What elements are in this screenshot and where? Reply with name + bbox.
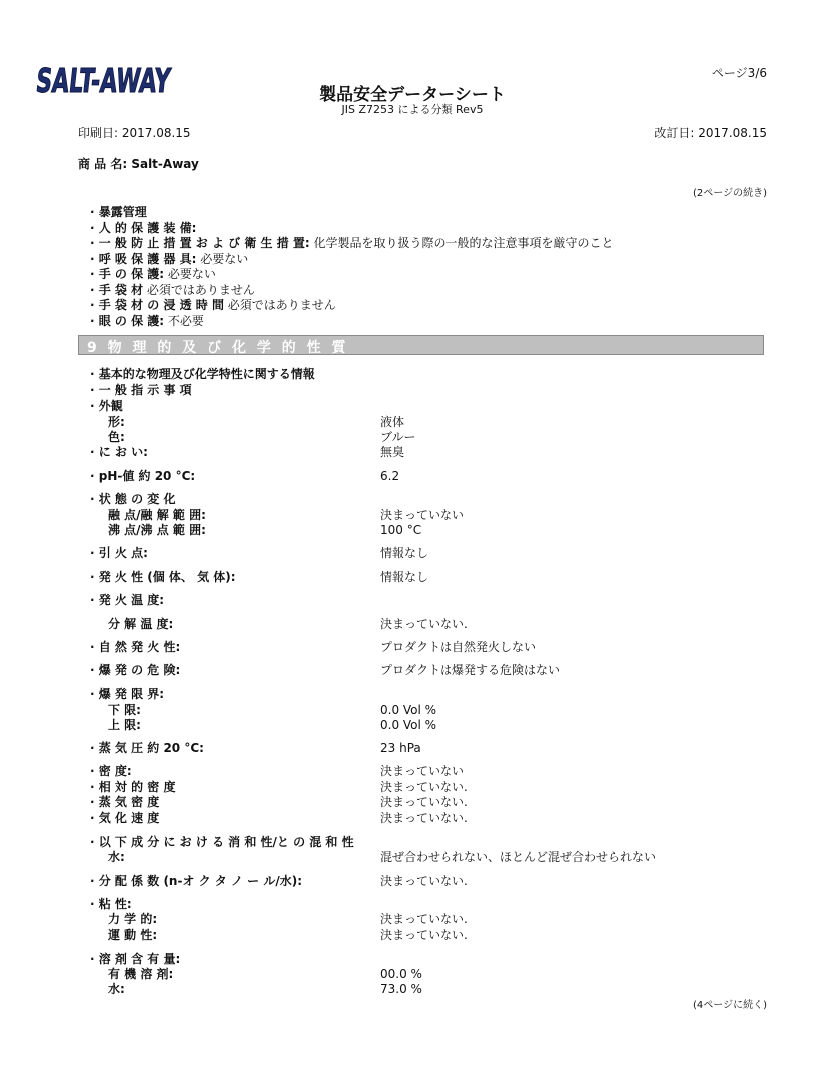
property-value: 73.0 % xyxy=(380,982,422,996)
property-label: 下 限: xyxy=(108,703,141,717)
exposure-row-value: 必要ない xyxy=(196,252,249,266)
property-label: 形: xyxy=(108,415,125,429)
product-name: 商 品 名: Salt-Away xyxy=(78,157,199,171)
property-value: 決まっていない. xyxy=(380,912,468,926)
property-value: 混ぜ合わせられない、ほとんど混ぜ合わせられない xyxy=(380,850,657,864)
property-value: 決まっていない. xyxy=(380,928,468,942)
logo-text: SALT-AWAY xyxy=(34,61,240,100)
property-label: 有 機 溶 剤: xyxy=(108,967,174,981)
property-label: · 溶 剤 含 有 量: xyxy=(90,952,181,966)
exposure-row xyxy=(90,314,204,329)
exposure-row-label: · 手 の 保 護: xyxy=(90,267,165,281)
exposure-row xyxy=(90,298,336,313)
page-number: ページ3/6 xyxy=(711,66,767,80)
property-label: 力 学 的: xyxy=(108,912,158,926)
exposure-row xyxy=(90,252,248,267)
property-label: · 基本的な物理及び化学特性に関する情報 xyxy=(90,367,315,381)
continued-to-note: (4ページに続く) xyxy=(693,1000,767,1011)
property-value: 情報なし xyxy=(380,546,429,560)
document-title: 製品安全データーシート xyxy=(319,85,506,105)
print-date: 印刷日: 2017.08.15 xyxy=(78,126,191,140)
property-value: 決まっていない. xyxy=(380,874,468,888)
exposure-row-label: · 手 袋 材 xyxy=(90,283,144,297)
property-label: · 密 度: xyxy=(90,764,132,778)
exposure-row-value: 化学製品を取り扱う際の一般的な注意事項を厳守のこと xyxy=(309,236,614,250)
property-value: プロダクトは爆発する危険はない xyxy=(380,663,561,677)
exposure-row-label: · 眼 の 保 護: xyxy=(90,314,165,328)
property-label: · 気 化 速 度 xyxy=(90,811,160,825)
document-subtitle: JIS Z7253 による分類 Rev5 xyxy=(341,103,484,116)
property-label: 融 点/融 解 範 囲: xyxy=(108,508,206,522)
property-label: 運 動 性: xyxy=(108,928,158,942)
property-label: 水: xyxy=(108,850,125,864)
property-value: 決まっていない. xyxy=(380,617,468,631)
property-label: · 自 然 発 火 性: xyxy=(90,640,181,654)
property-label: · 外観 xyxy=(90,399,123,413)
exposure-row-label: · 手 袋 材 の 浸 透 時 間 xyxy=(90,298,224,312)
property-label: · 引 火 点: xyxy=(90,546,148,560)
property-value: 決まっていない. xyxy=(380,780,468,794)
property-value: 6.2 xyxy=(380,469,400,483)
property-label: 沸 点/沸 点 範 囲: xyxy=(108,523,206,537)
property-value: 0.0 Vol % xyxy=(380,703,437,717)
exposure-row-label: · 暴露管理 xyxy=(90,205,147,219)
exposure-row-value: 不必要 xyxy=(164,314,204,328)
property-value: 00.0 % xyxy=(380,967,422,981)
property-value: 23 hPa xyxy=(380,741,421,755)
property-value: 無臭 xyxy=(380,445,405,459)
property-value: 決まっていない xyxy=(380,764,465,778)
property-label: 水: xyxy=(108,982,125,996)
exposure-row xyxy=(90,267,216,282)
property-label: · pH-値 約 20 °C: xyxy=(90,469,196,483)
exposure-row xyxy=(90,236,614,251)
exposure-row-label: · 一 般 防 止 措 置 お よ び 衛 生 措 置: xyxy=(90,236,310,250)
property-label: · 一 般 指 示 事 項 xyxy=(90,383,192,397)
exposure-row-value: 必須ではありません xyxy=(223,298,336,312)
property-label: · 分 配 係 数 (n-オ ク タ ノ ー ル/水): xyxy=(90,874,303,888)
exposure-row-label: · 人 的 保 護 装 備: xyxy=(90,221,197,235)
property-label: 上 限: xyxy=(108,718,141,732)
exposure-row-value: 必要ない xyxy=(164,267,216,281)
property-value: 決まっていない. xyxy=(380,811,468,825)
property-value: 決まっていない xyxy=(380,508,465,522)
property-label: · 爆 発 限 界: xyxy=(90,687,165,701)
continued-from-note: (2ページの続き) xyxy=(693,188,767,199)
property-value: 100 °C xyxy=(380,523,422,537)
exposure-row xyxy=(90,283,255,298)
property-value: 液体 xyxy=(380,415,405,429)
property-label: · 粘 性: xyxy=(90,897,132,911)
property-label: · 蒸 気 密 度 xyxy=(90,795,160,809)
property-label: · 蒸 気 圧 約 20 °C: xyxy=(90,741,204,755)
revision-date: 改訂日: 2017.08.15 xyxy=(654,126,767,140)
property-label: · 相 対 的 密 度 xyxy=(90,780,176,794)
exposure-row xyxy=(90,221,196,236)
property-value: プロダクトは自然発火しない xyxy=(380,640,537,654)
property-value: 決まっていない. xyxy=(380,795,468,809)
property-label: 分 解 温 度: xyxy=(108,617,174,631)
exposure-row xyxy=(90,205,147,220)
property-label: · 発 火 性 (個 体、 気 体): xyxy=(90,570,236,584)
property-label: · 爆 発 の 危 険: xyxy=(90,663,181,677)
exposure-row-label: · 呼 吸 保 護 器 具: xyxy=(90,252,197,266)
exposure-row-value: 必須ではありません xyxy=(143,283,255,297)
property-value: 情報なし xyxy=(380,570,429,584)
property-label: · 状 態 の 変 化 xyxy=(90,492,176,506)
property-value: 0.0 Vol % xyxy=(380,718,437,732)
property-label: 色: xyxy=(108,430,125,444)
property-label: · 以 下 成 分 に お け る 消 和 性/と の 混 和 性 xyxy=(90,835,354,849)
property-label: · 発 火 温 度: xyxy=(90,593,165,607)
property-label: · に お い: xyxy=(90,445,148,459)
property-value: ブルー xyxy=(380,430,416,444)
section-9-header xyxy=(78,335,764,355)
section-9-title: 9 物 理 的 及 び 化 学 的 性 質 xyxy=(87,340,349,356)
